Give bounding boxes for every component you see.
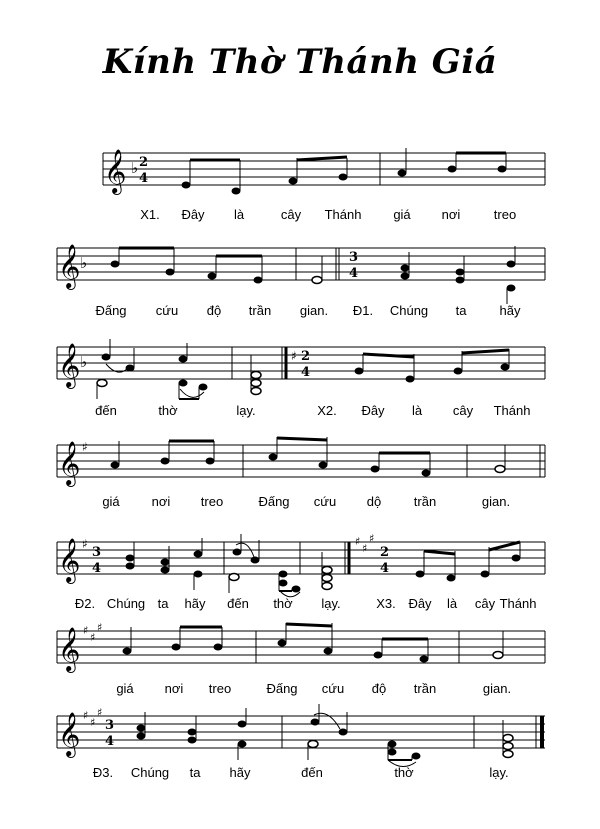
lyric: nơi (164, 681, 184, 696)
treble-clef-icon: 𝄞 (58, 538, 81, 582)
lyric: gian. (481, 494, 511, 509)
lyric: Đ1. (352, 303, 374, 318)
song-title: Kính Thờ Thánh Giá (102, 42, 498, 82)
treble-clef-icon: 𝄞 (104, 149, 127, 193)
lyric: cứu (313, 494, 337, 509)
time-signature-bottom: 4 (301, 365, 311, 380)
lyric: treo (200, 494, 224, 509)
staff-system-2 (57, 244, 545, 318)
lyric: Đây (408, 596, 432, 611)
time-signature-top: 3 (92, 545, 102, 560)
time-signature-bottom: 4 (105, 734, 115, 749)
time-signature-top: 2 (139, 155, 149, 170)
lyric: Thánh (324, 207, 362, 222)
staff-system-1 (103, 148, 545, 222)
sharp-sign: ♯ (291, 349, 297, 363)
treble-clef-icon: 𝄞 (58, 441, 81, 485)
lyric: giá (393, 207, 411, 222)
lyric: đến (301, 765, 323, 780)
sharp-sign: ♯ (82, 440, 88, 454)
lyric: ta (157, 596, 169, 611)
lyric: nơi (441, 207, 461, 222)
lyric: dộ (366, 494, 382, 509)
lyric: là (411, 403, 423, 418)
time-signature-top: 3 (105, 718, 115, 733)
lyric: Đấng (258, 494, 290, 509)
lyric: Đ3. (92, 765, 114, 780)
staff-system-3 (57, 339, 545, 418)
lyric: Chúng (130, 765, 170, 780)
sharp-sign: ♯ (97, 621, 103, 634)
lyric: X2. (317, 403, 337, 418)
lyric: Đấng (266, 681, 298, 696)
lyric: Đây (181, 207, 205, 222)
lyric: hãy (499, 303, 521, 318)
lyric: lạy. (321, 596, 341, 611)
lyric: lạy. (489, 765, 509, 780)
treble-clef-icon: 𝄞 (58, 244, 81, 288)
sharp-sign: ♯ (82, 537, 88, 551)
time-signature-bottom: 4 (139, 171, 149, 186)
lyric: Chúng (389, 303, 429, 318)
lyric: nơi (151, 494, 171, 509)
sharp-sign: ♯ (83, 709, 89, 722)
lyric: lạy. (236, 403, 256, 418)
sharp-sign: ♯ (83, 624, 89, 637)
lyric: treo (208, 681, 232, 696)
lyric: đến (95, 403, 117, 418)
lyric: giá (102, 494, 120, 509)
lyric: Đấng (95, 303, 127, 318)
lyric: là (446, 596, 458, 611)
sharp-sign: ♯ (97, 706, 103, 719)
lyric: X1. (140, 207, 160, 222)
lyric: gian. (299, 303, 329, 318)
lyric: trần (413, 494, 437, 509)
lyric: gian. (482, 681, 512, 696)
lyric: giá (116, 681, 134, 696)
lyric: ta (455, 303, 467, 318)
time-signature-bottom: 4 (380, 561, 390, 576)
time-signature-top: 2 (301, 349, 311, 364)
time-signature-top: 3 (349, 250, 359, 265)
lyric: Đây (361, 403, 385, 418)
treble-clef-icon: 𝄞 (58, 343, 81, 387)
lyric: Thánh (493, 403, 531, 418)
time-signature-top: 2 (380, 545, 390, 560)
lyric: là (233, 207, 245, 222)
time-signature-bottom: 4 (92, 561, 102, 576)
staff-system-7 (57, 704, 545, 780)
lyric: độ (371, 681, 387, 696)
treble-clef-icon: 𝄞 (58, 627, 81, 671)
lyric: cứu (155, 303, 179, 318)
lyric: treo (493, 207, 517, 222)
time-signature-bottom: 4 (349, 266, 359, 281)
lyric: trần (413, 681, 437, 696)
flat-sign: ♭ (131, 159, 139, 177)
lyric: cứu (321, 681, 345, 696)
treble-clef-icon: 𝄞 (58, 712, 81, 756)
staff-system-4 (57, 437, 545, 509)
lyric: thờ (394, 765, 414, 780)
lyric: thờ (158, 403, 178, 418)
staff-system-6 (57, 621, 545, 696)
notes (182, 148, 506, 194)
lyric: Đ2. (74, 596, 96, 611)
lyric: cây (452, 403, 474, 418)
lyric: thờ (273, 596, 293, 611)
lyric: đến (227, 596, 249, 611)
lyric: hãy (184, 596, 206, 611)
sharp-sign: ♯ (362, 542, 368, 555)
lyric: Chúng (106, 596, 146, 611)
flat-sign: ♭ (80, 254, 88, 272)
sharp-sign: ♯ (355, 535, 361, 548)
lyric: cây (280, 207, 302, 222)
lyric: cây (474, 596, 496, 611)
lyric: hãy (229, 765, 251, 780)
sharp-sign: ♯ (90, 716, 96, 729)
sharp-sign: ♯ (369, 532, 375, 545)
lyric: Thánh (499, 596, 537, 611)
lyric: trần (248, 303, 272, 318)
flat-sign: ♭ (80, 353, 88, 371)
lyric: độ (206, 303, 222, 318)
lyric: X3. (376, 596, 396, 611)
staff-system-5 (57, 532, 545, 611)
sharp-sign: ♯ (90, 631, 96, 644)
lyric: ta (189, 765, 201, 780)
